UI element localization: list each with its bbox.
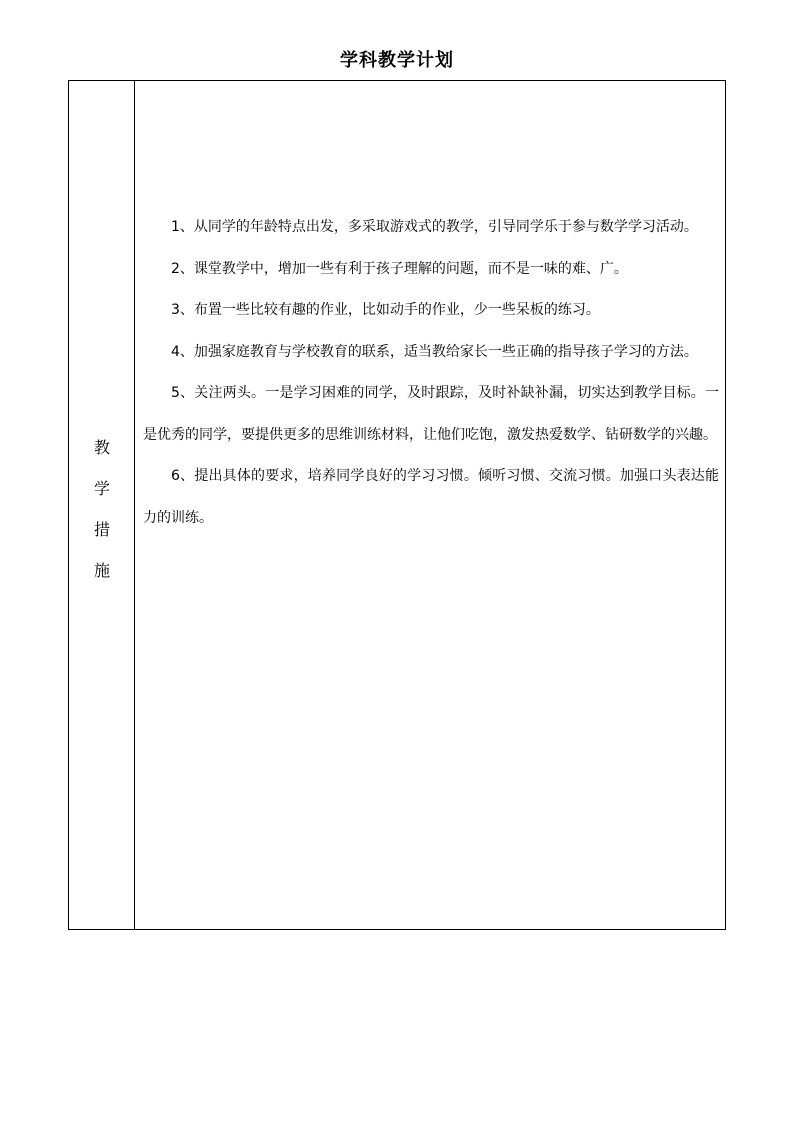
measure-list bbox=[143, 207, 719, 539]
measure-item: 6、提出具体的要求，培养同学良好的学习习惯。倾听习惯、交流习惯。加强口头表达能力的训练。 bbox=[143, 468, 719, 526]
label-char: 施 bbox=[93, 561, 110, 580]
measure-item: 4、加强家庭教育与学校教育的联系，适当教给家长一些正确的指导孩子学习的方法。 bbox=[171, 343, 698, 360]
label-teaching-measures bbox=[69, 427, 135, 591]
label-char: 措 bbox=[93, 520, 110, 539]
label-char: 教 bbox=[93, 438, 110, 457]
measure-item: 2、课堂教学中，增加一些有利于孩子理解的问题，而不是一味的难、广。 bbox=[171, 260, 628, 277]
label-char: 学 bbox=[93, 479, 110, 498]
measure-item: 1、从同学的年龄特点出发，多采取游戏式的教学，引导同学乐于参与数学学习活动。 bbox=[171, 219, 698, 235]
label-cell bbox=[69, 81, 135, 929]
teaching-plan-table bbox=[68, 80, 726, 930]
measure-item: 3、布置一些比较有趣的作业，比如动手的作业，少一些呆板的练习。 bbox=[171, 302, 600, 318]
measure-item: 5、关注两头。一是学习困难的同学，及时跟踪，及时补缺补漏，切实达到教学目标。一是优秀的同学，要提供更多的思维训练材料，让他们吃饱，激发热爱数学、钻研数学的兴趣。 bbox=[143, 385, 719, 443]
page-title: 学科教学计划 bbox=[340, 50, 454, 71]
content-cell bbox=[135, 81, 725, 929]
